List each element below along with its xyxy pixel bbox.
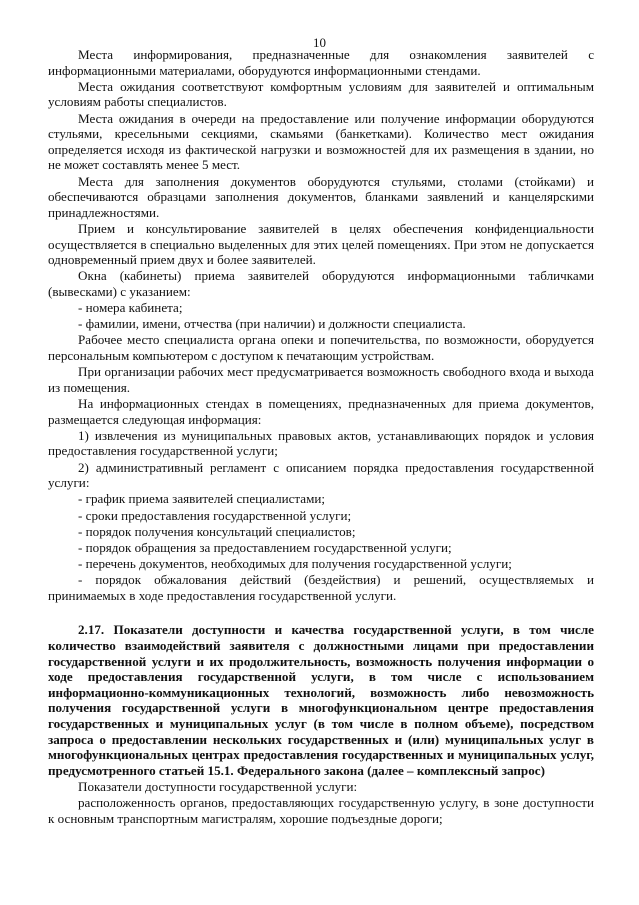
paragraph: На информационных стендах в помещениях, предназначенных для приема документов, размещается следующая информация: [48, 396, 594, 427]
paragraph: Места информирования, предназначенные для ознакомления заявителей с информационными материалами, оборудуются информационными стендами. [48, 47, 594, 78]
list-item: - порядок получения консультаций специалистов; [78, 523, 356, 539]
page-number: 10 [313, 35, 326, 50]
document-body [48, 47, 594, 827]
list-item: - график приема заявителей специалистами; [78, 491, 326, 507]
list-item: - номера кабинета; [78, 300, 183, 316]
paragraph: Показатели доступности государственной услуги: [78, 779, 358, 794]
list-item: - порядок обращения за предоставлением государственной услуги; [78, 539, 452, 555]
list-item: 2) административный регламент с описанием порядка предоставления государственной услуги: [48, 459, 594, 491]
list-item: - порядок обжалования действий (бездействия) и решений, осуществляемых и принимаемых в ходе предоставления государственной услуги. [48, 572, 594, 603]
list-item: - перечень документов, необходимых для получения государственной услуги; [78, 556, 512, 572]
section-heading: 2.17. Показатели доступности и качества государственной услуги, в том числе количество взаимодействий заявителя с должностными лицами при предоставлении государственной услуги и их продолжительность, возможность получения информации о ходе предоставления государственной услуги, в том числе с использованием информационно-коммуникационных технологий, возможность либо невозможность получения государственной услуги в многофункциональном центре предоставления государственных и муниципальных услуг (в том числе в полном объеме), посредством запроса о предоставлении нескольких государственных и (или) муниципальных услуг в многофункциональных центрах предоставления государственных и муниципальных услуг, предусмотренного статьей 15.1. Федерального закона (далее – комплексный запрос) [48, 622, 594, 778]
paragraph: Места ожидания в очереди на предоставление или получение информации оборудуются стульями, кресельными секциями, скамьями (банкетками). Количество мест ожидания определяется исходя из фактической нагрузки и возможностей для их размещения в здании, но не может составлять менее 5 мест. [48, 110, 594, 173]
list-item: 1) извлечения из муниципальных правовых актов, устанавливающих порядок и условия предоставления государственной услуги; [48, 427, 594, 459]
paragraph: Окна (кабинеты) приема заявителей оборудуются информационными табличками (вывесками) с указанием: [48, 268, 594, 299]
paragraph: При организации рабочих мест предусматривается возможность свободного входа и выхода из помещения. [48, 364, 594, 395]
list-item: - фамилии, имени, отчества (при наличии) и должности специалиста. [78, 316, 466, 332]
paragraph: Прием и консультирование заявителей в целях обеспечения конфиденциальности осуществляется в специально выделенных для этих целей помещениях. При этом не допускается одновременный прием двух и более заявителей. [48, 220, 594, 268]
paragraph: Места ожидания соответствуют комфортным условиям для заявителей и оптимальным условиям работы специалистов. [48, 78, 594, 110]
list-item: - сроки предоставления государственной услуги; [78, 507, 352, 523]
paragraph: расположенность органов, предоставляющих государственную услугу, в зоне доступности к основным транспортным магистралям, хорошие подъездные дороги; [48, 795, 594, 826]
paragraph: Рабочее место специалиста органа опеки и попечительства, по возможности, оборудуется персональным компьютером с доступом к печатающим устройствам. [48, 332, 594, 364]
paragraph: Места для заполнения документов оборудуются стульями, столами (стойками) и обеспечиваются образцами заполнения документов, бланками заявлений и канцелярскими принадлежностями. [48, 173, 594, 220]
